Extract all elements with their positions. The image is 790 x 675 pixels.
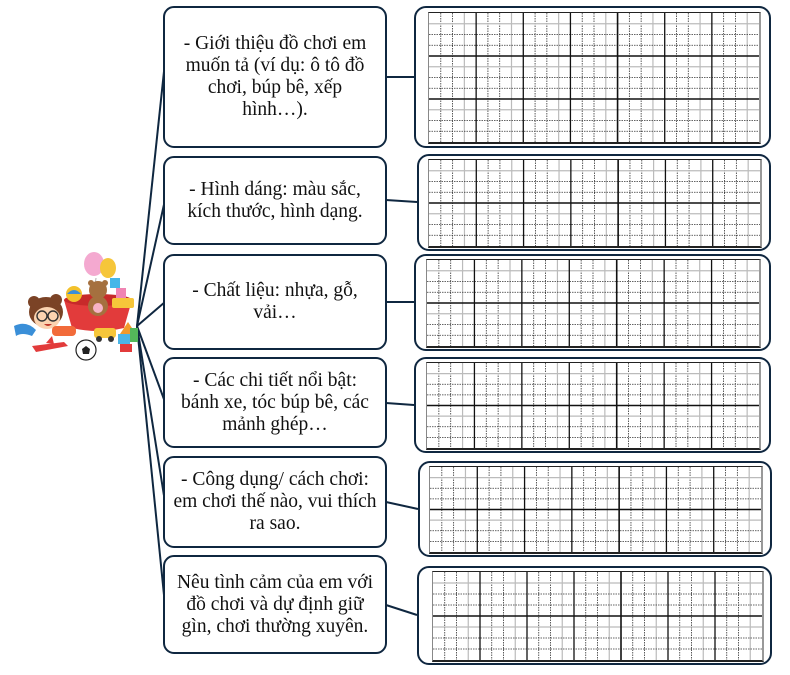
writing-grid-lines bbox=[427, 363, 759, 448]
writing-grid-lines bbox=[427, 260, 759, 346]
writing-grid-lines bbox=[430, 467, 761, 552]
grid-paper[interactable] bbox=[428, 159, 762, 248]
item-3-label: - Chất liệu: nhựa, gỗ, vải… bbox=[192, 280, 358, 323]
grid-paper[interactable] bbox=[429, 466, 763, 554]
writing-grid-6[interactable] bbox=[417, 566, 772, 665]
item-4-box bbox=[163, 357, 387, 448]
writing-grid-5[interactable] bbox=[418, 461, 772, 557]
item-1-label: - Giới thiệu đồ chơi em muốn tả (ví dụ: ô tô đồ chơi, búp bê, xếp hình…). bbox=[183, 33, 367, 120]
connector-hub-to-item-5 bbox=[137, 326, 165, 502]
connector-item-2-to-grid bbox=[386, 200, 417, 202]
writing-grid-1[interactable] bbox=[414, 6, 771, 148]
item-6-box bbox=[163, 555, 387, 654]
grid-paper[interactable] bbox=[426, 362, 761, 450]
connector-hub-to-item-1 bbox=[137, 62, 165, 326]
item-2-box bbox=[163, 156, 387, 245]
item-1-box bbox=[163, 6, 387, 148]
grid-paper[interactable] bbox=[432, 571, 764, 662]
item-5-label: - Công dụng/ cách chơi: em chơi thế nào, vui thích ra sao. bbox=[173, 469, 377, 534]
writing-grid-2[interactable] bbox=[417, 154, 771, 251]
child-with-toys-illustration bbox=[12, 250, 140, 365]
item-2-label: - Hình dáng: màu sắc, kích thước, hình dạng. bbox=[187, 178, 363, 222]
item-5-box bbox=[163, 456, 387, 548]
connector-hub-to-item-3 bbox=[137, 302, 165, 326]
connector-hub-to-item-2 bbox=[137, 200, 165, 326]
connector-hub-to-item-4 bbox=[137, 326, 165, 402]
grid-paper[interactable] bbox=[426, 259, 761, 348]
grid-paper[interactable] bbox=[428, 12, 761, 144]
writing-grid-3[interactable] bbox=[414, 254, 771, 351]
item-3-box bbox=[163, 254, 387, 350]
connector-item-4-to-grid bbox=[386, 403, 414, 405]
item-4-label: - Các chi tiết nổi bật: bánh xe, tóc búp bê, các mảnh ghép… bbox=[181, 369, 369, 435]
writing-grid-lines bbox=[429, 160, 760, 246]
item-6-label: Nêu tình cảm của em với đồ chơi và dự định giữ gìn, chơi thường xuyên. bbox=[176, 571, 374, 637]
connector-item-5-to-grid bbox=[386, 502, 418, 509]
connector-hub-to-item-6 bbox=[137, 326, 165, 605]
connector-item-6-to-grid bbox=[386, 605, 417, 615]
writing-grid-4[interactable] bbox=[414, 357, 771, 453]
writing-grid-lines bbox=[433, 572, 762, 660]
writing-grid-lines bbox=[429, 13, 759, 142]
